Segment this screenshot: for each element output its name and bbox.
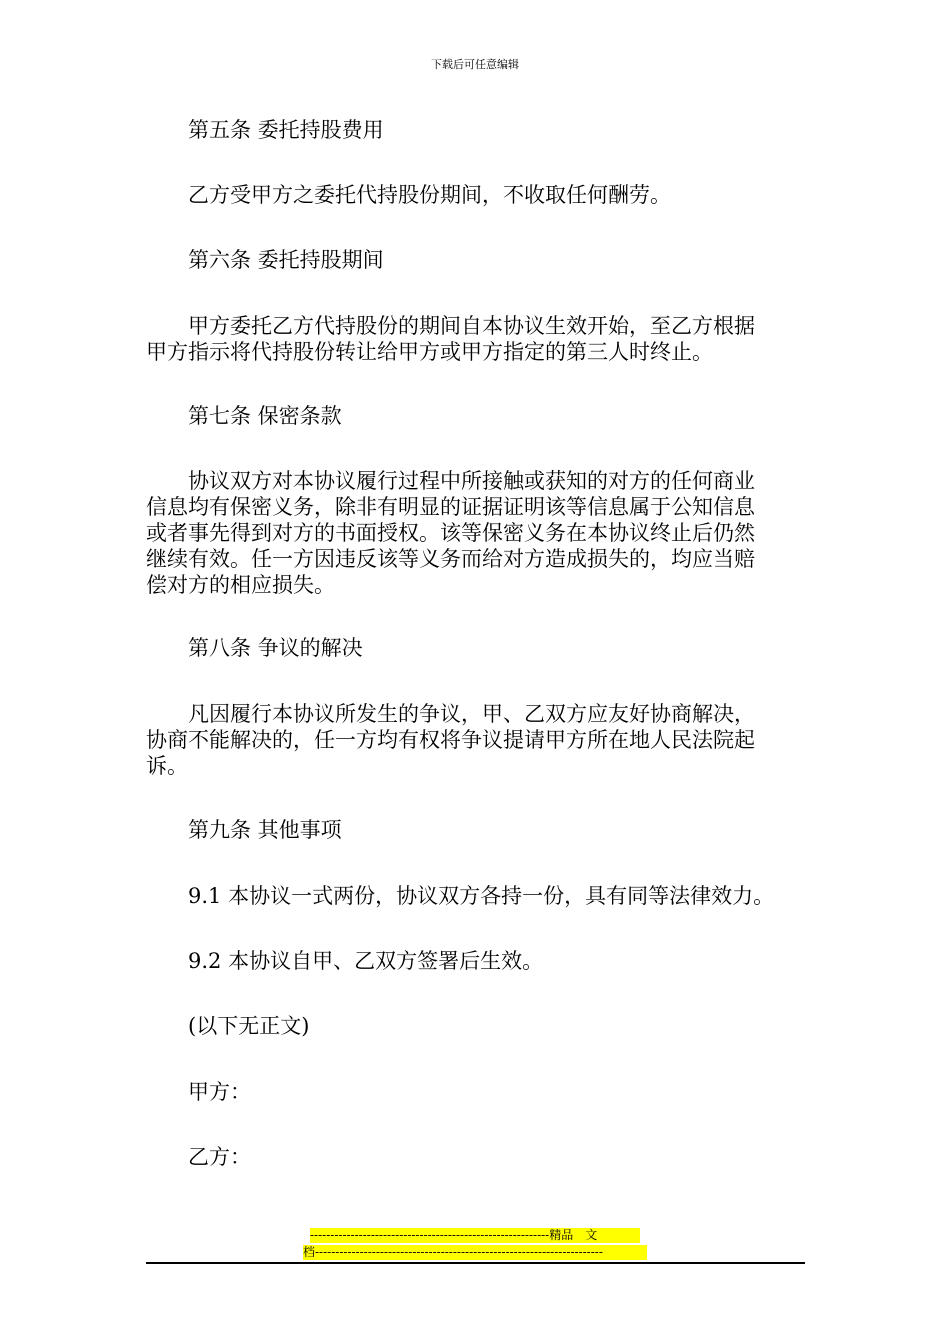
clause-9-1 (146, 883, 806, 909)
text-line: 诉。 (146, 754, 188, 778)
text-line: 协商不能解决的，任一方均有权将争议提请甲方所在地人民法院起 (146, 728, 755, 752)
end-of-text-note (146, 1013, 806, 1039)
party-b-signature-line (146, 1144, 806, 1170)
text-line: 第六条 委托持股期间 (146, 248, 384, 272)
footer-divider (146, 1262, 805, 1264)
text-line: 信息均有保密义务，除非有明显的证据证明该等信息属于公知信息 (146, 495, 755, 519)
article-5-heading (146, 117, 806, 143)
text-line: 乙方受甲方之委托代持股份期间，不收取任何酬劳。 (146, 183, 671, 207)
party-a-signature-line (146, 1079, 806, 1105)
article-6-body (146, 313, 806, 365)
article-9-heading (146, 817, 806, 843)
text-line: 或者事先得到对方的书面授权。该等保密义务在本协议终止后仍然 (146, 521, 755, 545)
text-line: 甲方指示将代持股份转让给甲方或甲方指定的第三人时终止。 (146, 340, 713, 364)
text-line: 第五条 委托持股费用 (146, 118, 384, 142)
text-line: 继续有效。任一方因违反该等义务而给对方造成损失的，均应当赔 (146, 547, 755, 571)
text-line: 第八条 争议的解决 (146, 636, 363, 660)
text-line: 甲方： (146, 1080, 251, 1104)
text-line: 偿对方的相应损失。 (146, 573, 335, 597)
text-line: 甲方委托乙方代持股份的期间自本协议生效开始，至乙方根据 (146, 314, 755, 338)
text-line: 第七条 保密条款 (146, 404, 342, 428)
text-line: 协议双方对本协议履行过程中所接触或获知的对方的任何商业 (146, 469, 755, 493)
article-7-heading (146, 403, 806, 429)
text-line: 凡因履行本协议所发生的争议，甲、乙双方应友好协商解决， (146, 702, 755, 726)
clause-9-2 (146, 948, 806, 974)
footer-watermark-line-1: -----------------------------------------------------------精品 文 (310, 1228, 640, 1243)
article-7-body (146, 468, 806, 598)
text-line: 第九条 其他事项 (146, 818, 342, 842)
text-line: (以下无正文) (146, 1014, 310, 1038)
text-line: 9.2 本协议自甲、乙双方签署后生效。 (146, 949, 544, 973)
article-6-heading (146, 247, 806, 273)
footer-watermark-line-2: 档----------------------------------------------------------------------- (303, 1245, 647, 1260)
page-header: 下载后可任意编辑 (431, 58, 519, 71)
text-line: 9.1 本协议一式两份，协议双方各持一份，具有同等法律效力。 (146, 884, 775, 908)
text-line: 乙方： (146, 1145, 251, 1169)
article-5-body (146, 182, 806, 208)
article-8-body (146, 701, 806, 779)
article-8-heading (146, 635, 806, 661)
